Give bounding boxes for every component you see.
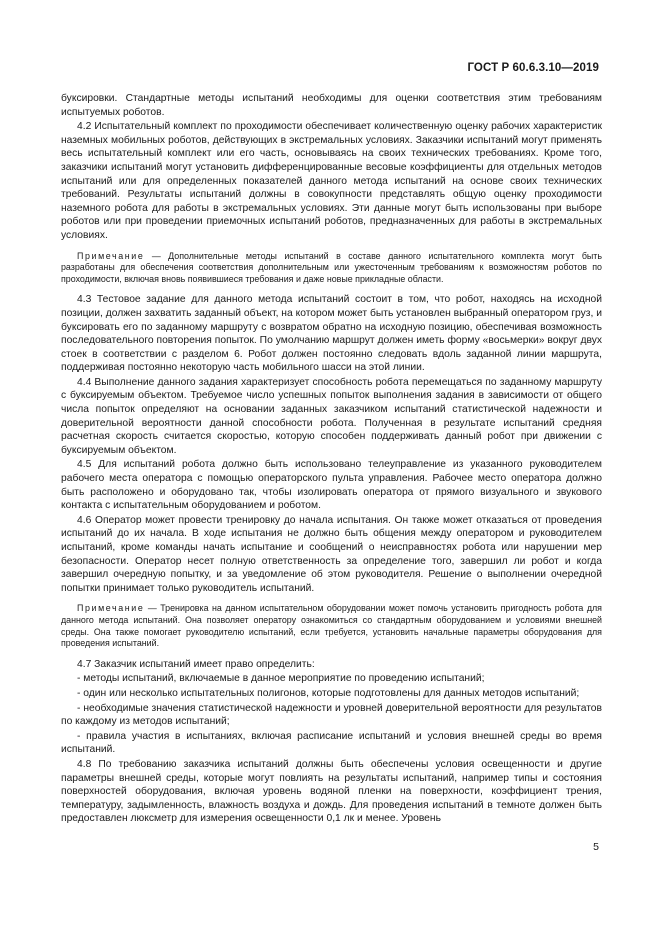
paragraph-4-5: 4.5 Для испытаний робота должно быть использовано телеуправление из указанного руководителем рабочего места оператора с помощью операторского пульта управления. Рабочее место оператора должно быть расположено и оборудовано так, чтобы изолировать оператора от прямого визуального и звукового контакта с испытательным оборудованием и роботом. (61, 459, 602, 512)
list-item: - методы испытаний, включаемые в данное мероприятие по проведению испытаний; (77, 673, 485, 685)
document-body (61, 92, 602, 827)
paragraph-4-6: 4.6 Оператор может провести тренировку до начала испытания. Он также может отказаться от проведения испытаний до их начала. В ходе испытания не должно быть общения между оператором и руководителем испытаний, кроме команды начать испытание и сообщений о неисправностях робота или нарушении мер безопасности. Оператор несет полную ответственность за определение того, завершил ли робот и когда завершил очередную попытку, и за уведомление об этом руководителя. Решение о выполнении очередной попытки принимает только руководитель испытаний. (61, 514, 602, 594)
paragraph-continuation: буксировки. Стандартные методы испытаний необходимы для оценки соответствия этим требованиям испытуемых роботов. (61, 93, 602, 118)
list-item: - необходимые значения статистической надежности и уровней доверительной вероятности для результатов по каждому из методов испытаний; (61, 702, 602, 728)
paragraph-4-2: 4.2 Испытательный комплект по проходимости обеспечивает количественную оценку рабочих характеристик наземных мобильных роботов, действующих в экстремальных условиях. Заказчики испытаний могут применять весь испытательный комплект или его часть, основываясь на своих технических требованиях. Кроме того, заказчики испытаний могут установить дифференцированные весовые коэффициенты для отдельных методов испытаний или для определенных показателей данного метода испытаний на основе своих технических требований. Результаты испытаний должны в совокупности представлять общую оценку проходимости наземного робота для работы в экстремальных условиях. Эти данные могут быть использованы при выборе роботов или при проведении приемочных испытаний роботов, предназначенных для работы в экстремальных условиях. (61, 121, 602, 241)
list-item: - один или несколько испытательных полигонов, которые подготовлены для данных методов испытаний; (77, 687, 580, 699)
page-number: 5 (593, 841, 599, 853)
standard-code-header: ГОСТ Р 60.6.3.10—2019 (467, 62, 599, 74)
paragraph-4-7: 4.7 Заказчик испытаний имеет право определить: (77, 658, 315, 670)
note-2 (61, 603, 602, 649)
paragraph-4-4: 4.4 Выполнение данного задания характеризует способность робота перемещаться по заданному маршруту с буксируемым объектом. Требуемое число успешных попыток выполнения задания в зависимости от общего числа попыток определяют на основании заданных заказчиком испытаний статистической надежности и доверительной вероятности данной способности робота. Полученная в результате испытаний средняя расчетная скорость считается скоростью, которую способен поддерживать данный робот при движении с буксируемым объектом. (61, 376, 602, 456)
note-label: Примечание (77, 250, 145, 261)
list-item: - правила участия в испытаниях, включая расписание испытаний и условия внешней среды во время испытаний. (61, 730, 602, 756)
note-1 (61, 251, 602, 286)
note-label: Примечание (77, 603, 145, 614)
paragraph-4-3: 4.3 Тестовое задание для данного метода испытаний состоит в том, что робот, находясь на исходной позиции, должен захватить заданный объект, на котором может быть установлен выбранный оператором груз, и буксировать его по заданному маршруту с возвратом обратно на исходную позицию, обеспечивая возможность последовательного повторения попыток. По умолчанию маршрут должен иметь форму «восьмерки» вокруг двух стоек в соответствии с разделом 6. Робот должен постоянно следовать вдоль заданной линии маршрута, поддерживая постоянно некоторую часть мобильного шасси на этой линии. (61, 294, 602, 374)
note-text: — Тренировка на данном испытательном оборудовании может помочь установить пригодность робота для данного метода испытаний. Она позволяет оператору ознакомиться со стандартным оборудованием и условиями внешней среды. Она также помогает руководителю испытаний, если требуется, установить начальные параметры оборудования для проведения испытаний. (61, 603, 602, 649)
paragraph-4-8: 4.8 По требованию заказчика испытаний должны быть обеспечены условия освещенности и другие параметры внешней среды, которые могут повлиять на результаты испытаний, например типы и состояния поверхностей оборудования, включая уровень водяной пленки на поверхности, коэффициент трения, температуру, задымленность, влажность воздуха и дождь. Для проведения испытаний в темноте должен быть предоставлен люксметр для измерения освещенности 0,1 лк и менее. Уровень (61, 758, 602, 825)
note-text: — Дополнительные методы испытаний в составе данного испытательного комплекта могут быть разработаны для обеспечения соответствия дополнительным или ужесточенным требованиям к возможностям роботов по проходимости, включая вновь появившиеся требования и даже новые прикладные области. (61, 250, 602, 284)
